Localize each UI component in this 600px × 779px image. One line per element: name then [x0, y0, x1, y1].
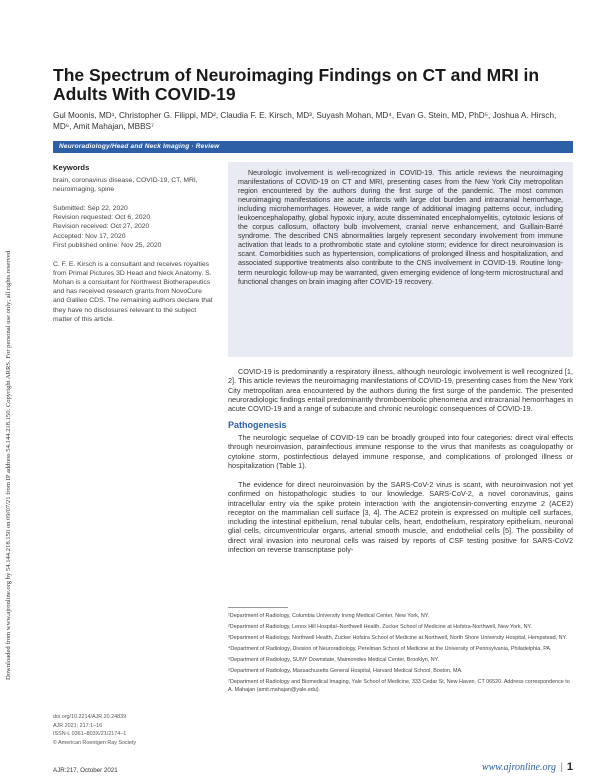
affiliation-7: ⁷Department of Radiology and Biomedical Imaging, Yale School of Medicine, 333 Cedar St, New Haven, CT 06520. Address correspondence to A. Mahajan (amit.mahajan@yale.edu). — [228, 678, 570, 693]
affiliations — [228, 613, 573, 697]
citation-block — [53, 713, 218, 747]
copyright-text: © American Roentgen Ray Society — [53, 739, 137, 746]
keywords-heading: Keywords — [53, 163, 90, 172]
affiliation-5: ⁵Department of Radiology, SUNY Downstate, Maimonides Medical Center, Brooklyn, NY. — [228, 656, 440, 663]
citation-text: AJR 2021; 217:1–16 — [53, 722, 103, 729]
date-revision-received: Revision received: Oct 27, 2020 — [53, 223, 150, 231]
date-submitted: Submitted: Sep 22, 2020 — [53, 204, 128, 212]
page-number: 1 — [566, 761, 573, 773]
disclosure-statement: C. F. E. Kirsch is a consultant and receives royalties from Primal Pictures 3D Head and Neck Anatomy. S. Mohan is a consultant for Northwest Biotherapeutics and has received research grants from NovoCure and Galileo CDS. The remaining authors declare that they have no disclosures relevant to the subject matter of this article. — [53, 260, 213, 323]
keywords-text: brain, coronavirus disease, COVID-19, CT, MRI, neuroimaging, spine — [53, 177, 198, 194]
date-revision-requested: Revision requested: Oct 6, 2020 — [53, 214, 151, 222]
doi-link[interactable]: doi.org/10.2214/AJR.20.24839 — [53, 714, 127, 720]
pathogenesis-heading: Pathogenesis — [228, 420, 287, 430]
article-title: The Spectrum of Neuroimaging Findings on CT and MRI in Adults With COVID-19 — [53, 65, 540, 104]
pathogenesis-paragraph-2: The evidence for direct neuroinvasion by the SARS-CoV-2 virus is scant, with neuroinvasion not yet confirmed on histopathologic studies to our knowledge. SARS-CoV-2, a novel coronavirus, gains intracellular entry via the spike protein interaction with the angiotensin-converting enzyme 2 (ACE2) receptor on the mammalian cell surface [3, 4]. The ACE2 protein is expressed on multiple cell surfaces, including the intestinal epithelium, renal tubular cells, heart, endothelium, respiratory epithelium, neuronal glial cells, circumventricular organs, arterial smooth muscle, and endothelial cells [5]. The possibility of direct viral invasion into neuronal cells was raised by reports of CSF testing positive for SARS-CoV2 infection on reverse transcriptase poly- — [228, 480, 573, 555]
affiliation-divider — [228, 607, 288, 608]
affiliation-2: ²Department of Radiology, Lenox Hill Hospital–Northwell Health, Zucker School of Medicine at Hofstra-Northwell, New York, NY. — [228, 623, 532, 630]
affiliation-4: ⁴Department of Radiology, Division of Neuroradiology, Perelman School of Medicine at the University of Pennsylvania, Philadelphia, PA. — [228, 645, 552, 652]
article-info-column — [53, 163, 215, 324]
date-accepted: Accepted: Nov 17, 2020 — [53, 232, 126, 240]
date-first-published: First published online: Nov 25, 2020 — [53, 242, 162, 250]
pathogenesis-paragraph-1: The neurologic sequelae of COVID-19 can be broadly grouped into four categories: direct viral effects through neuroinvasion, parainfectious immune response to the virus that manifests as coagulopathy or cytokine storm, postinfectious delayed immune response, and complications of prolonged illness or hospitalization (Table 1). — [228, 433, 573, 470]
issn-text: ISSN-L 0361–803X/21/2174–1 — [53, 731, 127, 738]
journal-issue: AJR:217, October 2021 — [53, 767, 118, 774]
abstract-box: Neurologic involvement is well-recognized in COVID-19. This article reviews the neuroimaging manifestations of COVID-19 on CT and MRI, presenting cases from the New York City metropolitan region encountered by the authors during the first surge of the pandemic. The most common neuroimaging manifestations are acute infarcts with large clot burden and intracranial hemorrhage, including microhemorrhages. However, a wide range of additional imaging patterns occur, including leukoencephalopathy, global hypoxic injury, acute disseminated encephalomyelitis, cytotoxic lesions of the corpus callosum, olfactory bulb involvement, cranial nerve enhancement, and Guillain-Barré syndrome. The described CNS abnormalities largely represent secondary involvement from immune activation that leads to a prothrombotic state and cytokine storm; evidence for direct neuroinvasion is scant. Comorbidities such as hypertension, complications of prolonged illness and hospitalization, and associated supportive treatments also contribute to the CNS involvement in COVID-19. Routine long-term neurologic follow-up may be warranted, given emerging evidence of long-term microstructural and functional changes on brain imaging after COVID-19 recovery. — [228, 162, 573, 357]
section-label: Neuroradiology/Head and Neck Imaging · Review — [53, 141, 573, 153]
affiliation-6: ⁶Department of Radiology, Massachusetts General Hospital, Harvard Medical School, Boston, MA. — [228, 667, 463, 674]
download-watermark: Downloaded from www.ajronline.org by 54.144.218.150 on 09/07/21 from IP address 54.144.218.150. Copyright ARRS. For personal use only; all rights reserved — [5, 250, 12, 680]
footer-separator: | — [560, 762, 563, 773]
publication-dates — [53, 204, 215, 251]
affiliation-1: ¹Department of Radiology, Columbia University Irving Medical Center, New York, NY. — [228, 613, 430, 619]
affiliation-3: ³Department of Radiology, Northwell Health, Zucker Hofstra School of Medicine at Northwell, North Shore University Hospital, Hempstead, NY. — [228, 634, 567, 641]
intro-paragraph: COVID-19 is predominantly a respiratory illness, although neurologic involvement is well recognized [1, 2]. This article reviews the neuroimaging manifestations of COVID-19, presenting cases from the New York City metropolitan area encountered by the authors during the first surge of the pandemic. The presented neuroradiologic findings entail predominantly thromboembolic phenomena and intracranial hemorrhages in acute COVID-19 and a range of subacute and chronic neurologic consequences of COVID-19. — [228, 367, 573, 414]
author-list: Gul Moonis, MD¹, Christopher G. Filippi, MD², Claudia F. E. Kirsch, MD³, Suyash Mohan, MD⁴, Evan G. Stein, MD, PhD⁵, Joshua A. Hirsch, MD⁶, Amit Mahajan, MBBS⁷ — [53, 111, 557, 131]
journal-website-link[interactable]: www.ajronline.org — [481, 762, 556, 773]
